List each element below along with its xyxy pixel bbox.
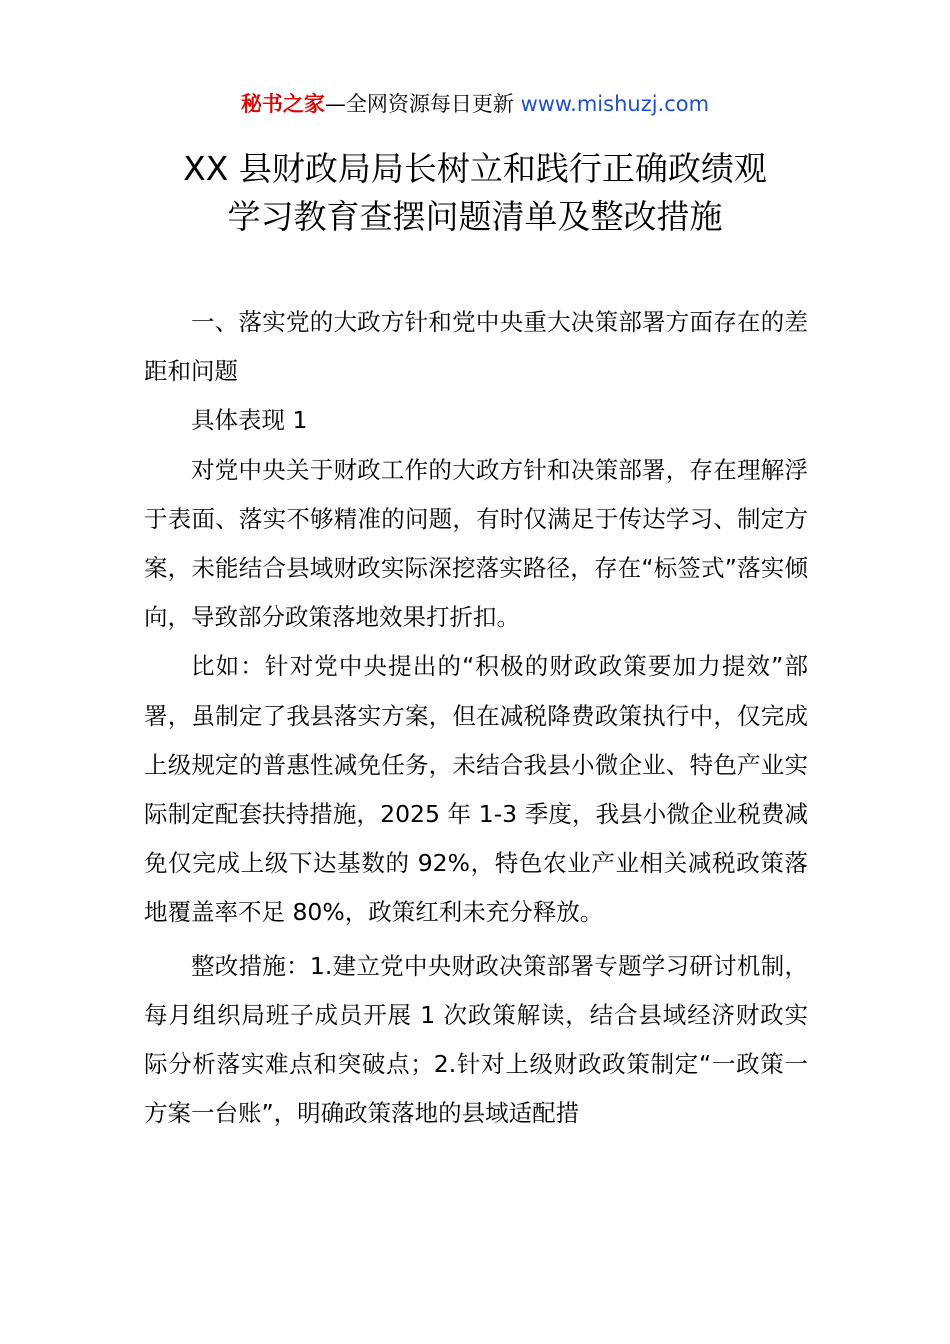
site-tagline: —全网资源每日更新 xyxy=(324,92,521,116)
body-paragraph: 对党中央关于财政工作的大政方针和决策部署，存在理解浮于表面、落实不够精准的问题，有时仅满足于传达学习、制定方案，未能结合县域财政实际深挖落实路径，存在“标签式”落实倾向，导致部分政策落地效果打折扣。 xyxy=(144,455,808,632)
document-title xyxy=(0,145,950,241)
document-body xyxy=(144,298,808,1138)
example-paragraph: 比如：针对党中央提出的“积极的财政政策要加力提效”部署，虽制定了我县落实方案，但在减税降费政策执行中，仅完成上级规定的普惠性减免任务，未结合我县小微企业、特色产业实际制定配套扶持措施，2025 年 1-3 季度，我县小微企业税费减免仅完成上级下达基数的 92%，特色农业产业相关减税政策落地覆盖率不足 80%，政策红利未充分释放。 xyxy=(144,652,808,927)
site-url-link[interactable]: www.mishuzj.com xyxy=(520,92,710,116)
site-brand: 秘书之家 xyxy=(240,92,325,116)
title-line-2: 学习教育查摆问题清单及整改措施 xyxy=(227,197,723,236)
subheading: 具体表现 1 xyxy=(191,406,308,435)
site-header xyxy=(0,88,950,120)
rectification-paragraph: 整改措施：1.建立党中央财政决策部署专题学习研讨机制，每月组织局班子成员开展 1 次政策解读，结合县域经济财政实际分析落实难点和突破点；2.针对上级财政政策制定“一政策一方案一台账”，明确政策落地的县域适配措 xyxy=(144,951,808,1128)
title-line-1: XX 县财政局局长树立和践行正确政绩观 xyxy=(183,149,767,188)
section-heading: 一、落实党的大政方针和党中央重大决策部署方面存在的差距和问题 xyxy=(144,308,808,386)
